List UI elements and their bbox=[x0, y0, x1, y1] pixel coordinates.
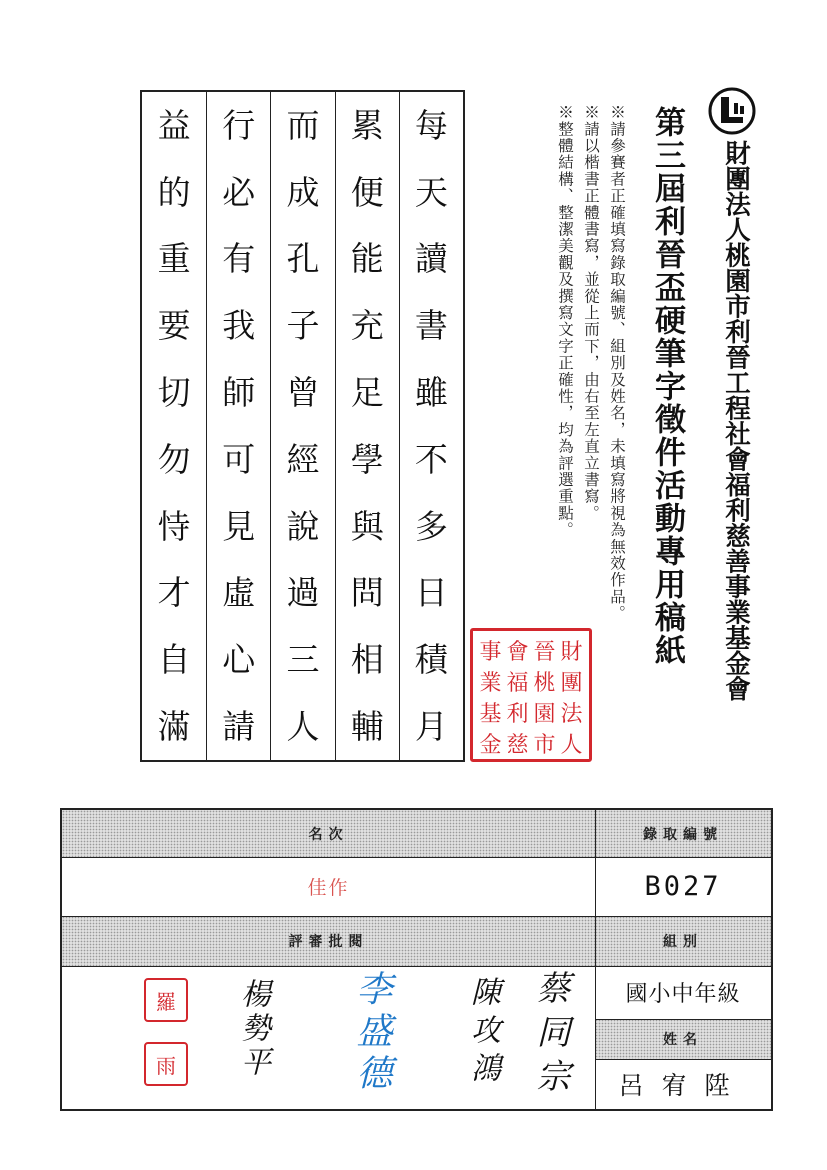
table-divider bbox=[595, 810, 596, 1109]
instruction-note-3: ※整體結構、整潔美觀及撰寫文字正確性，均為評選重點。 bbox=[556, 104, 574, 539]
grid-character: 雖 bbox=[414, 373, 448, 413]
group-label: 組別 bbox=[663, 934, 703, 950]
grid-character: 切 bbox=[157, 373, 191, 413]
grid-character: 日 bbox=[414, 573, 448, 613]
rank-header bbox=[62, 810, 595, 857]
page-title: 第三屆利晉盃硬筆字徵件活動專用稿紙 bbox=[649, 106, 685, 667]
grid-character: 我 bbox=[222, 306, 256, 346]
grid-character: 勿 bbox=[157, 439, 191, 479]
writing-grid bbox=[140, 90, 465, 762]
table-divider bbox=[595, 1019, 771, 1020]
grid-character: 與 bbox=[350, 506, 384, 546]
code-header bbox=[595, 810, 771, 857]
name-header bbox=[595, 1019, 771, 1059]
name-cell bbox=[595, 1059, 771, 1109]
grid-character: 才 bbox=[157, 573, 191, 613]
rank-value: 佳作 bbox=[307, 877, 350, 899]
grid-character: 自 bbox=[157, 640, 191, 680]
group-cell bbox=[595, 966, 771, 1019]
grid-character: 累 bbox=[350, 105, 384, 145]
grid-character: 人 bbox=[286, 707, 320, 747]
grid-character: 而 bbox=[286, 105, 320, 145]
name-label: 姓名 bbox=[663, 1032, 703, 1048]
table-divider bbox=[595, 1059, 771, 1060]
grid-character: 每 bbox=[414, 105, 448, 145]
grid-character: 不 bbox=[414, 439, 448, 479]
grid-character: 多 bbox=[414, 506, 448, 546]
table-divider bbox=[62, 857, 771, 858]
foundation-logo-icon bbox=[707, 86, 757, 136]
grid-character: 要 bbox=[157, 306, 191, 346]
organization-seal: 財 晉 會 事 團 桃 福 業 法 園 利 基 人 市 慈 金 bbox=[470, 628, 592, 762]
grid-column bbox=[399, 92, 463, 760]
group-value: 國小中年級 bbox=[625, 982, 741, 1007]
table-divider bbox=[62, 966, 771, 967]
code-cell bbox=[595, 857, 771, 916]
grid-character: 書 bbox=[414, 306, 448, 346]
grid-character: 積 bbox=[414, 640, 448, 680]
grid-character: 便 bbox=[350, 172, 384, 212]
grid-character: 月 bbox=[414, 707, 448, 747]
grid-column bbox=[206, 92, 270, 760]
grid-character: 滿 bbox=[157, 707, 191, 747]
grid-character: 心 bbox=[222, 640, 256, 680]
result-table bbox=[60, 808, 773, 1111]
grid-character: 說 bbox=[286, 506, 320, 546]
grid-character: 曾 bbox=[286, 373, 320, 413]
judge-seal bbox=[144, 1042, 188, 1086]
grid-character: 有 bbox=[222, 239, 256, 279]
grid-character: 可 bbox=[222, 439, 256, 479]
grid-character: 相 bbox=[350, 640, 384, 680]
grid-character: 恃 bbox=[157, 506, 191, 546]
judge-seal-text: 雨 bbox=[156, 1053, 176, 1078]
grid-character: 必 bbox=[222, 172, 256, 212]
review-header bbox=[62, 916, 595, 966]
grid-character: 行 bbox=[222, 105, 256, 145]
grid-character: 足 bbox=[350, 373, 384, 413]
review-label: 評審批閱 bbox=[288, 934, 369, 950]
organization-name: 財團法人桃園市利晉工程社會福利慈善事業基金會 bbox=[721, 140, 751, 701]
grid-character: 子 bbox=[286, 306, 320, 346]
grid-character: 輔 bbox=[350, 707, 384, 747]
grid-character: 讀 bbox=[414, 239, 448, 279]
grid-character: 師 bbox=[222, 373, 256, 413]
grid-character: 見 bbox=[222, 506, 256, 546]
grid-column bbox=[335, 92, 399, 760]
grid-character: 天 bbox=[414, 172, 448, 212]
grid-character: 經 bbox=[286, 439, 320, 479]
judge-signature-4: 蔡同宗 bbox=[530, 970, 570, 1102]
code-value: B027 bbox=[644, 871, 722, 902]
grid-column bbox=[142, 92, 206, 760]
grid-character: 益 bbox=[157, 105, 191, 145]
grid-character: 虛 bbox=[222, 573, 256, 613]
judge-signature-2: 李盛德 bbox=[351, 970, 392, 1096]
instruction-note-2: ※請以楷書正體書寫，並從上而下，由右至左直立書寫。 bbox=[582, 104, 600, 522]
name-value: 呂宥陞 bbox=[618, 1071, 748, 1100]
grid-character: 充 bbox=[350, 306, 384, 346]
grid-character: 的 bbox=[157, 172, 191, 212]
table-divider bbox=[62, 916, 771, 917]
code-label: 錄取編號 bbox=[643, 826, 723, 843]
judge-signature-1: 楊勢平 bbox=[235, 978, 270, 1080]
rank-label: 名次 bbox=[308, 826, 349, 843]
rank-cell bbox=[62, 857, 595, 916]
group-header bbox=[595, 916, 771, 966]
instruction-note-1: ※請參賽者正確填寫錄取編號、組別及姓名，未填寫將視為無效作品。 bbox=[608, 104, 626, 622]
judge-seal-text: 羅 bbox=[156, 989, 176, 1014]
grid-character: 能 bbox=[350, 239, 384, 279]
grid-character: 過 bbox=[286, 573, 320, 613]
grid-character: 三 bbox=[286, 640, 320, 680]
grid-character: 問 bbox=[350, 573, 384, 613]
judge-seal bbox=[144, 978, 188, 1022]
grid-column bbox=[270, 92, 334, 760]
grid-character: 重 bbox=[157, 239, 191, 279]
grid-character: 請 bbox=[222, 707, 256, 747]
grid-character: 孔 bbox=[286, 239, 320, 279]
grid-character: 成 bbox=[286, 172, 320, 212]
judge-signature-3: 陳攻鴻 bbox=[465, 976, 500, 1090]
grid-character: 學 bbox=[350, 439, 384, 479]
